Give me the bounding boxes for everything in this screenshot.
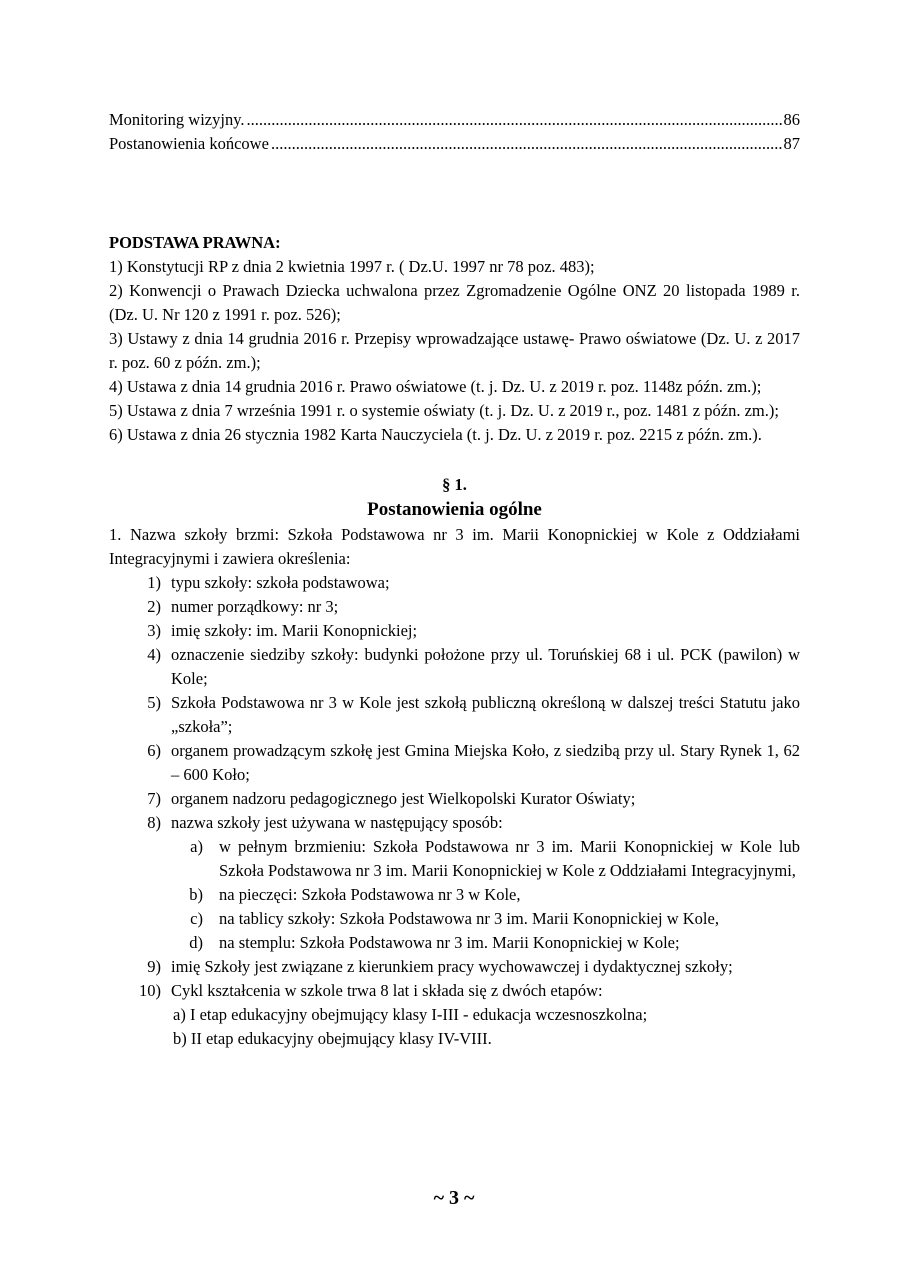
toc-title: Monitoring wizyjny. (109, 110, 245, 129)
list-item-text: oznaczenie siedziby szkoły: budynki położone przy ul. Toruńskiej 68 i ul. PCK (pawilon) w Kole; (171, 645, 800, 688)
page-number: ~ 3 ~ (433, 1187, 475, 1209)
list-item-number: 5) (147, 693, 161, 712)
sublist-item (109, 907, 800, 931)
list-item-text: organem nadzoru pedagogicznego jest Wielkopolski Kurator Oświaty; (171, 789, 636, 808)
list-item-text: imię szkoły: im. Marii Konopnickiej; (171, 621, 418, 640)
list-item (109, 691, 800, 739)
numbered-list-continued (109, 955, 800, 1003)
sublist-item-letter: a) (190, 837, 203, 856)
section-intro: 1. Nazwa szkoły brzmi: Szkoła Podstawowa nr 3 im. Marii Konopnickiej w Kole z Oddziałami Integracyjnymi i zawiera określenia: (109, 525, 800, 568)
legal-basis-item: 6) Ustawa z dnia 26 stycznia 1982 Karta Nauczyciela (t. j. Dz. U. z 2019 r. poz. 2215 z późn. zm.). (109, 425, 762, 444)
sublist-item-text: na tablicy szkoły: Szkoła Podstawowa nr 3 im. Marii Konopnickiej w Kole, (219, 909, 719, 928)
list-item (109, 979, 800, 1003)
stage-item: a) I etap edukacyjny obejmujący klasy I-III - edukacja wczesnoszkolna; (173, 1005, 648, 1024)
list-item (109, 571, 800, 595)
list-item (109, 955, 800, 979)
toc-title: Postanowienia końcowe (109, 134, 269, 153)
list-item-number: 6) (147, 741, 161, 760)
list-item-number: 4) (147, 645, 161, 664)
list-item-number: 8) (147, 813, 161, 832)
toc-leader (247, 108, 782, 132)
list-item (109, 595, 800, 619)
list-item-text: numer porządkowy: nr 3; (171, 597, 339, 616)
list-item-number: 10) (139, 981, 161, 1000)
list-item-text: nazwa szkoły jest używana w następujący sposób: (171, 813, 503, 832)
toc-page: 87 (783, 134, 800, 153)
sublist-item (109, 931, 800, 955)
toc-row[interactable] (109, 132, 800, 156)
legal-basis-item: 4) Ustawa z dnia 14 grudnia 2016 r. Prawo oświatowe (t. j. Dz. U. z 2019 r. poz. 1148z późn. zm.); (109, 377, 762, 396)
legal-basis-item: 1) Konstytucji RP z dnia 2 kwietnia 1997 r. ( Dz.U. 1997 nr 78 poz. 483); (109, 257, 595, 276)
sublist-item-text: na stemplu: Szkoła Podstawowa nr 3 im. Marii Konopnickiej w Kole; (219, 933, 680, 952)
legal-basis-heading: PODSTAWA PRAWNA: (109, 233, 281, 252)
legal-basis-item: 3) Ustawy z dnia 14 grudnia 2016 r. Przepisy wprowadzające ustawę- Prawo oświatowe (Dz. U. z 2017 r. poz. 60 z późn. zm.); (109, 329, 800, 372)
sublist-item-letter: b) (189, 885, 203, 904)
numbered-list (109, 571, 800, 835)
list-item-number: 9) (147, 957, 161, 976)
sublist-item-text: w pełnym brzmieniu: Szkoła Podstawowa nr 3 im. Marii Konopnickiej w Kole lub Szkoła Podstawowa nr 3 im. Marii Konopnickiej w Kole z Oddziałami Integracyjnymi, (219, 837, 800, 880)
list-item-number: 1) (147, 573, 161, 592)
page-content (109, 108, 800, 1051)
list-item (109, 643, 800, 691)
sublist-item (109, 883, 800, 907)
list-item-text: typu szkoły: szkoła podstawowa; (171, 573, 390, 592)
section-number: § 1. (442, 475, 467, 494)
table-of-contents (109, 108, 800, 156)
toc-page: 86 (783, 110, 800, 129)
list-item-number: 7) (147, 789, 161, 808)
lettered-sublist (109, 835, 800, 955)
legal-basis-item: 2) Konwencji o Prawach Dziecka uchwalona przez Zgromadzenie Ogólne ONZ 20 listopada 1989 r. (Dz. U. Nr 120 z 1991 r. poz. 526); (109, 281, 800, 324)
list-item-text: Szkoła Podstawowa nr 3 w Kole jest szkołą publiczną określoną w dalszej treści Statutu jako „szkoła”; (171, 693, 800, 736)
list-item-number: 3) (147, 621, 161, 640)
list-item-text: imię Szkoły jest związane z kierunkiem pracy wychowawczej i dydaktycznej szkoły; (171, 957, 733, 976)
sublist-item-text: na pieczęci: Szkoła Podstawowa nr 3 w Kole, (219, 885, 521, 904)
section-title: Postanowienia ogólne (367, 499, 542, 520)
toc-leader (271, 132, 782, 156)
list-item-text: Cykl kształcenia w szkole trwa 8 lat i składa się z dwóch etapów: (171, 981, 603, 1000)
list-item (109, 811, 800, 835)
stage-item: b) II etap edukacyjny obejmujący klasy IV-VIII. (173, 1029, 492, 1048)
legal-basis (109, 231, 800, 447)
legal-basis-item: 5) Ustawa z dnia 7 września 1991 r. o systemie oświaty (t. j. Dz. U. z 2019 r., poz. 1481 z późn. zm.); (109, 401, 779, 420)
list-item-number: 2) (147, 597, 161, 616)
sublist-item-letter: d) (189, 933, 203, 952)
list-item (109, 739, 800, 787)
toc-row[interactable] (109, 108, 800, 132)
list-item (109, 787, 800, 811)
list-item-text: organem prowadzącym szkołę jest Gmina Miejska Koło, z siedzibą przy ul. Stary Rynek 1, 62 – 600 Koło; (171, 741, 800, 784)
sublist-item (109, 835, 800, 883)
sublist-item-letter: c) (190, 909, 203, 928)
list-item (109, 619, 800, 643)
